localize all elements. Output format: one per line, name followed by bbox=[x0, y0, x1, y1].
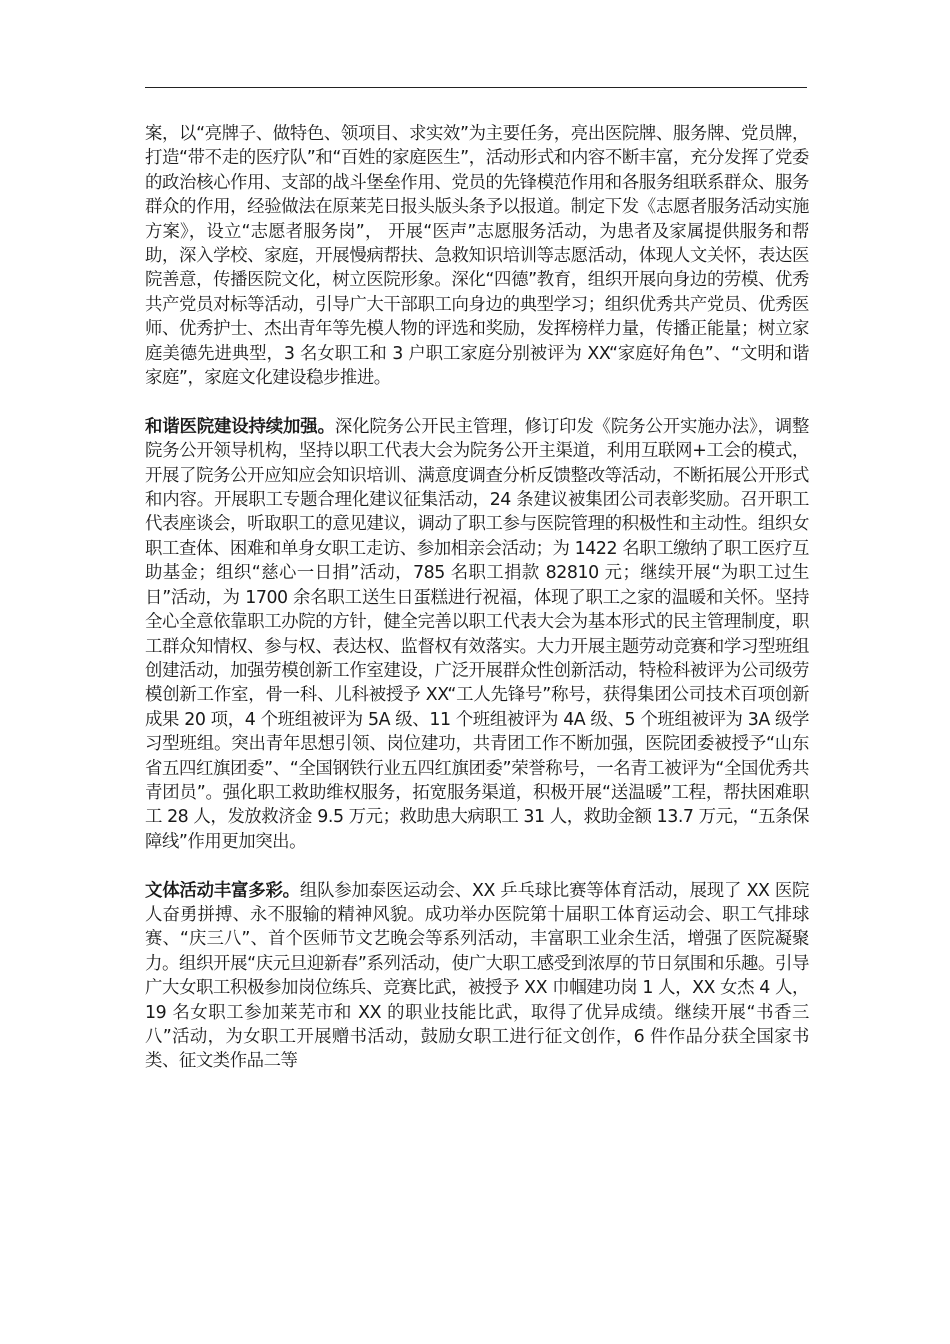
header-rule bbox=[145, 87, 807, 88]
document-body bbox=[145, 122, 809, 1074]
paragraph-volunteer-service bbox=[145, 122, 809, 390]
paragraph-text: 深化院务公开民主管理，修订印发《院务公开实施办法》，调整院务公开领导机构，坚持以职工代表大会为院务公开主渠道，利用互联网+工会的模式，开展了院务公开应知应会知识培训、满意度调查分析反馈整改等活动，不断拓展公开形式和内容。开展职工专题合理化建议征集活动，24 条建议被集团公司表彰奖励。召开职工代表座谈会，听取职工的意见建议，调动了职工参与医院管理的积极性和主动性。组织女职工查体、困难和单身女职工走访、参加相亲会活动；为 1422 名职工缴纳了职工医疗互助基金；组织“慈心一日捐”活动，785 名职工捐款 82810 元；继续开展“为职工过生日”活动，为 1700 余名职工送生日蛋糕进行祝福，体现了职工之家的温暖和关怀。坚持全心全意依靠职工办院的方针，健全完善以职工代表大会为基本形式的民主管理制度，职工群众知情权、参与权、表达权、监督权有效落实。大力开展主题劳动竞赛和学习型班组创建活动，加强劳模创新工作室建设，广泛开展群众性创新活动，特检科被评为公司级劳模创新工作室，骨一科、儿科被授予 XX“工人先锋号”称号，获得集团公司技术百项创新成果 20 项，4 个班组被评为 5A 级、11 个班组被评为 4A 级、5 个班组被评为 3A 级学习型班组。突出青年思想引领、岗位建功，共青团工作不断加强，医院团委被授予“山东省五四红旗团委”、“全国钢铁行业五四红旗团委”荣誉称号，一名青工被评为“全国优秀共青团员”。强化职工救助维权服务，拓宽服务渠道，积极开展“送温暖”工程，帮扶困难职工 28 人，发放救济金 9.5 万元；救助患大病职工 31 人，救助金额 13.7 万元，“五条保障线”作用更加突出。 bbox=[145, 416, 809, 852]
paragraph-sports-culture bbox=[145, 879, 809, 1074]
paragraph-text: 案，以“亮牌子、做特色、领项目、求实效”为主要任务，亮出医院牌、服务牌、党员牌，打造“带不走的医疗队”和“百姓的家庭医生”，活动形式和内容不断丰富，充分发挥了党委的政治核心作用、支部的战斗堡垒作用、党员的先锋模范作用和各服务组联系群众、服务群众的作用，经验做法在原莱芜日报头版头条予以报道。制定下发《志愿者服务活动实施方案》，设立“志愿者服务岗”， 开展“医声”志愿服务活动，为患者及家属提供服务和帮助，深入学校、家庭，开展慢病帮扶、急救知识培训等志愿活动，体现人文关怀，表达医院善意，传播医院文化，树立医院形象。深化“四德”教育，组织开展向身边的劳模、优秀共产党员对标等活动，引导广大干部职工向身边的典型学习；组织优秀共产党员、优秀医师、优秀护士、杰出青年等先模人物的评选和奖励，发挥榜样力量，传播正能量；树立家庭美德先进典型，3 名女职工和 3 户职工家庭分别被评为 XX“家庭好角色”、“文明和谐家庭”，家庭文化建设稳步推进。 bbox=[145, 124, 809, 389]
paragraph-text: 组队参加泰医运动会、XX 乒乓球比赛等体育活动，展现了 XX 医院人奋勇拼搏、永不服输的精神风貌。成功举办医院第十届职工体育运动会、职工气排球赛、“庆三八”、首个医师节文艺晚会等系列活动，丰富职工业余生活，增强了医院凝聚力。组织开展“庆元旦迎新春”系列活动，使广大职工感受到浓厚的节日氛围和乐趣。引导广大女职工积极参加岗位练兵、竞赛比武，被授予 XX 巾帼建功岗 1 人，XX 女杰 4 人，19 名女职工参加莱芜市和 XX 的职业技能比武，取得了优异成绩。继续开展“书香三八”活动，为女职工开展赠书活动，鼓励女职工进行征文创作，6 件作品分获全国家书类、征文类作品二等 bbox=[145, 880, 809, 1072]
paragraph-harmonious-hospital bbox=[145, 415, 809, 854]
paragraph-lead: 文体活动丰富多彩。 bbox=[145, 880, 300, 901]
paragraph-lead: 和谐医院建设持续加强。 bbox=[145, 416, 335, 437]
